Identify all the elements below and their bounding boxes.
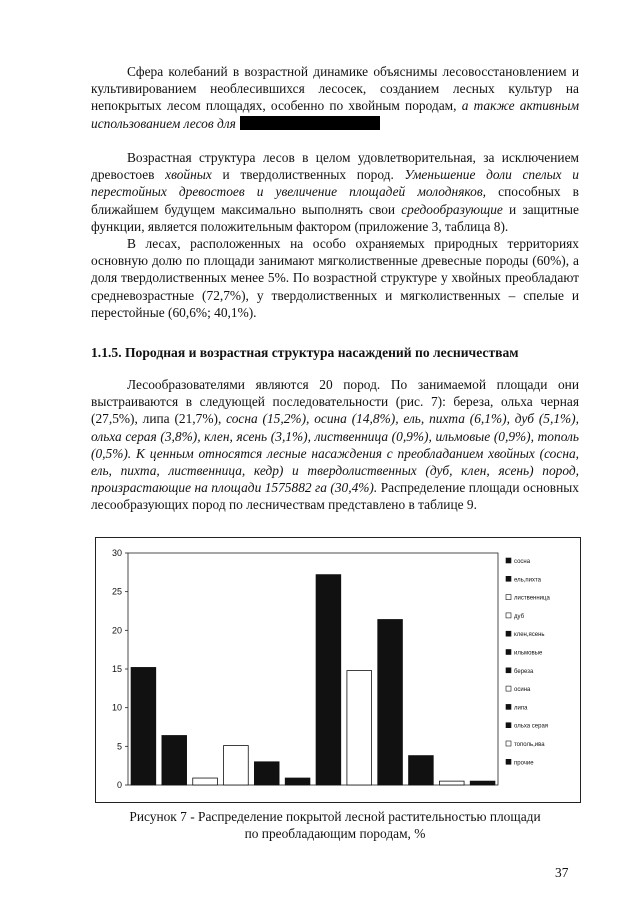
text-run: и защитные функции, является положительным фактором (приложение 3, таблица 8). <box>91 201 579 234</box>
legend-swatch-11 <box>506 759 511 764</box>
bar-10 <box>439 781 464 785</box>
legend-label-1: ель,пихта <box>514 577 541 584</box>
italic-text: сосна (15,2%), осина (14,8%), ель, пихта (6,1%), дуб (5,1%), ольха серая (3,8%), клен, ясень (3,1%), лиственница (0,9%), ильмовые (0,9%), тополь (0,5%). К ценным относятся лесные насаждения с преобладанием хвойных (сосна, ель, пихта, лиственница, кедр) и твердолиственных (дуб, клен, ясень) пород, произрастающие на площади 1575882 га (30,4%). <box>91 411 579 496</box>
legend-label-10: тополь,ива <box>514 742 545 748</box>
bar-9 <box>409 756 434 785</box>
bar-4 <box>254 762 279 785</box>
legend-label-5: ильмовые <box>514 650 543 657</box>
legend-swatch-0 <box>506 558 511 563</box>
legend-label-8: липа <box>514 705 528 712</box>
bar-5 <box>285 778 310 785</box>
paragraph-3 <box>91 235 579 321</box>
paragraph-2 <box>91 149 579 235</box>
bar-0 <box>131 667 156 785</box>
species-bar-chart <box>95 537 581 803</box>
y-tick-label: 20 <box>111 625 122 636</box>
bar-2 <box>193 778 218 785</box>
italic-text: средообразующие <box>401 201 503 217</box>
italic-text: Уменьшение доли спелых и перестойных древостоев и увеличение площадей молодняков, <box>91 167 579 200</box>
legend-label-0: сосна <box>514 559 531 565</box>
legend-swatch-2 <box>506 595 511 600</box>
y-tick-label: 10 <box>111 702 122 713</box>
text-run: способных в ближайшем будущем максимально выполнять свои <box>91 184 579 217</box>
legend-swatch-10 <box>506 741 511 746</box>
page-number: 37 <box>555 865 569 880</box>
y-tick-label: 25 <box>111 586 122 597</box>
y-tick-label: 5 <box>116 741 122 752</box>
y-tick-label: 30 <box>111 548 122 558</box>
caption-line-2: по преобладающим породам, % <box>244 826 426 841</box>
caption-line-1: Рисунок 7 - Распределение покрытой лесной растительностью площади <box>129 809 541 824</box>
legend-swatch-7 <box>506 686 511 691</box>
y-tick-label: 0 <box>116 780 122 790</box>
legend-swatch-1 <box>506 576 511 581</box>
text-run: Сфера колебаний в возрастной динамике объяснимы лесовосстановлением и культивированием необлесившихся лесосек, созданием лесных культур на непокрытых лесом площадях, особенно по хвойным породам, <box>91 64 579 114</box>
bar-6 <box>316 575 341 785</box>
legend-swatch-6 <box>506 668 511 673</box>
bar-11 <box>470 781 495 785</box>
text-run: Лесообразователями являются 20 пород. По занимаемой площади они выстраиваются в следующей последовательности (рис. 7): береза, ольха черная (27,5%), липа (21,7%), <box>91 377 579 427</box>
paragraph-1 <box>91 63 579 132</box>
bar-7 <box>347 671 372 785</box>
figure-caption <box>91 808 579 842</box>
text-run: Возрастная структура лесов в целом удовлетворительная, за исключением древостоев <box>91 150 579 183</box>
chart-canvas <box>95 537 581 803</box>
bar-1 <box>162 736 187 785</box>
section-heading: 1.1.5. Породная и возрастная структура насаждений по лесничествам <box>91 345 519 360</box>
text-run: В лесах, расположенных на особо охраняемых природных территориях основную долю по площади занимают мягколиственные древесные породы (60%), а доля твердолиственных менее 5%. По возрастной структуре у хвойных преобладают средневозрастные (72,7%), у твердолиственных и мягколиственных – спелые и перестойные (60,6%; 40,1%). <box>91 236 579 320</box>
legend-label-7: осина <box>514 687 531 694</box>
italic-text: хвойных <box>165 167 212 183</box>
bar-3 <box>224 746 249 785</box>
legend-swatch-3 <box>506 613 511 618</box>
paragraph-4 <box>91 376 579 514</box>
legend-label-2: лиственница <box>514 595 550 602</box>
legend-label-9: ольха серая <box>514 723 549 730</box>
legend-swatch-5 <box>506 650 511 655</box>
legend-label-4: клен,ясень <box>514 632 545 639</box>
text-run: и твердолиственных пород. <box>211 167 405 183</box>
legend-swatch-9 <box>506 723 511 728</box>
legend-swatch-8 <box>506 704 511 709</box>
text-run: Распределение площади основных лесообразующих пород по лесничествам представлено в таблице 9. <box>91 480 579 513</box>
italic-text: а также активным использованием лесов для <box>91 98 579 131</box>
legend-label-11: прочие <box>514 760 534 767</box>
legend-label-3: дуб <box>514 613 525 620</box>
redaction-bar <box>240 116 380 130</box>
y-tick-label: 15 <box>111 664 122 674</box>
legend-swatch-4 <box>506 631 511 636</box>
legend-label-6: береза <box>514 668 534 675</box>
bar-8 <box>378 620 403 785</box>
